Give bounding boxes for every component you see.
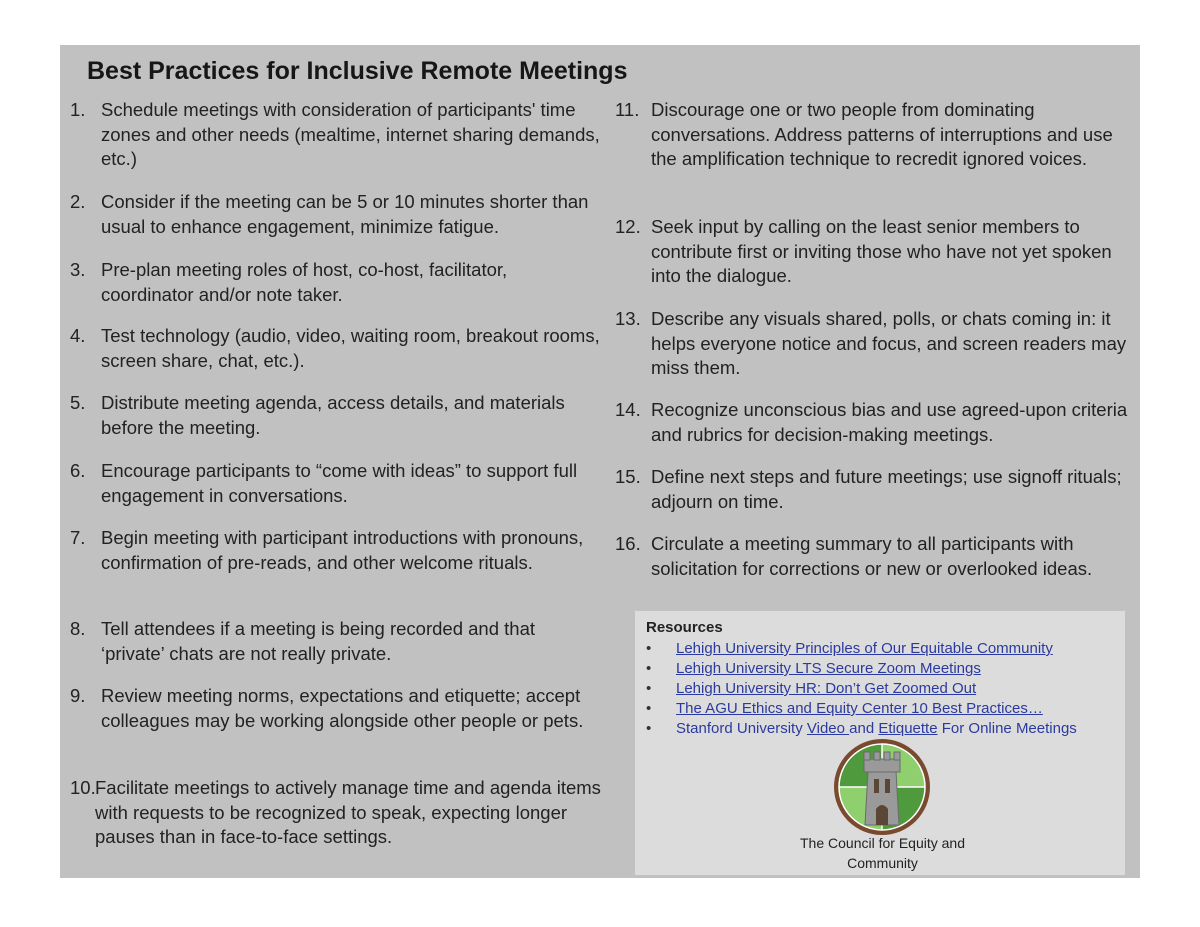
resource-link-principles[interactable]: Lehigh University Principles of Our Equitable Community (676, 640, 1053, 657)
item-number: 12. (615, 216, 641, 237)
item-number: 4. (70, 325, 86, 346)
bullet-icon: • (646, 680, 652, 697)
item-text: Schedule meetings with consideration of participants' time zones and other needs (mealtime, internet sharing demands, etc.) (101, 99, 600, 169)
item-number: 11. (615, 99, 640, 120)
resource-stanford-middle: and (849, 720, 879, 737)
item-number: 15. (615, 466, 641, 487)
item-number: 13. (615, 308, 641, 329)
bullet-icon: • (646, 660, 652, 677)
resource-stanford-prefix: Stanford University (676, 720, 807, 737)
item-text: Define next steps and future meetings; use signoff rituals; adjourn on time. (651, 466, 1122, 512)
resource-link-zoomed-out[interactable]: Lehigh University HR: Don’t Get Zoomed Out (676, 680, 977, 697)
item-text: Pre-plan meeting roles of host, co-host, facilitator, coordinator and/or note taker. (101, 259, 508, 305)
resources-heading: Resources (646, 619, 723, 636)
tower-emblem-icon (832, 737, 932, 837)
resources-box (635, 611, 1125, 875)
item-text: Consider if the meeting can be 5 or 10 minutes shorter than usual to enhance engagement, minimize fatigue. (101, 191, 589, 237)
page-title: Best Practices for Inclusive Remote Meetings (87, 57, 628, 85)
bullet-icon: • (646, 720, 652, 737)
item-number: 14. (615, 399, 641, 420)
resource-link-secure-zoom[interactable]: Lehigh University LTS Secure Zoom Meetings (676, 660, 981, 677)
list-item (615, 98, 1135, 172)
logo-caption-line1: The Council for Equity and (800, 835, 965, 851)
list-item (70, 324, 600, 373)
item-number: 8. (70, 618, 86, 639)
list-item (615, 465, 1135, 514)
item-number: 10. (70, 777, 96, 798)
list-item (70, 190, 600, 239)
item-text: Recognize unconscious bias and use agreed-upon criteria and rubrics for decision-making meetings. (651, 399, 1128, 445)
item-number: 16. (615, 533, 641, 554)
item-text: Seek input by calling on the least senior members to contribute first or inviting those who have not yet spoken into the dialogue. (651, 216, 1112, 286)
bullet-icon: • (646, 640, 652, 657)
list-item (615, 398, 1135, 447)
resource-stanford (676, 719, 1077, 739)
item-text: Distribute meeting agenda, access details, and materials before the meeting. (101, 392, 565, 438)
resource-link-video[interactable]: Video (806, 720, 850, 737)
item-number: 5. (70, 392, 86, 413)
item-number: 3. (70, 259, 86, 280)
list-item (615, 307, 1135, 381)
item-text: Begin meeting with participant introductions with pronouns, confirmation of pre-reads, and other welcome rituals. (101, 527, 584, 573)
item-number: 2. (70, 191, 86, 212)
item-text: Facilitate meetings to actively manage time and agenda items with requests to be recognized to speak, expecting longer pauses than in face-to-face settings. (95, 777, 601, 847)
item-text: Encourage participants to “come with ideas” to support full engagement in conversations. (101, 460, 578, 506)
list-item (615, 532, 1135, 581)
resource-link-etiquette[interactable]: Etiquette (878, 720, 938, 737)
resource-stanford-suffix: For Online Meetings (937, 720, 1077, 737)
item-number: 7. (70, 527, 86, 548)
logo-caption-line2: Community (847, 855, 918, 871)
item-text: Discourage one or two people from dominating conversations. Address patterns of interruptions and use the amplification technique to recredit ignored voices. (651, 99, 1113, 169)
list-item (70, 391, 600, 440)
logo-caption (775, 833, 990, 873)
page-panel (60, 45, 1140, 878)
item-text: Tell attendees if a meeting is being recorded and that ‘private’ chats are not really private. (101, 618, 536, 664)
item-number: 6. (70, 460, 86, 481)
list-item (70, 617, 600, 666)
list-item (70, 776, 615, 850)
item-text: Describe any visuals shared, polls, or chats coming in: it helps everyone notice and focus, and screen readers may miss them. (651, 308, 1127, 378)
list-item (70, 526, 600, 575)
item-text: Test technology (audio, video, waiting room, breakout rooms, screen share, chat, etc.). (101, 325, 600, 371)
list-item (70, 98, 600, 172)
item-number: 1. (70, 99, 86, 120)
list-item (70, 459, 600, 508)
item-text: Review meeting norms, expectations and etiquette; accept colleagues may be working alongside other people or pets. (101, 685, 584, 731)
list-item (615, 215, 1135, 289)
item-number: 9. (70, 685, 86, 706)
list-item (70, 684, 600, 733)
item-text: Circulate a meeting summary to all participants with solicitation for corrections or new or overlooked ideas. (651, 533, 1093, 579)
resource-link-agu[interactable]: The AGU Ethics and Equity Center 10 Best Practices… (676, 700, 1043, 717)
list-item (70, 258, 600, 307)
bullet-icon: • (646, 700, 652, 717)
